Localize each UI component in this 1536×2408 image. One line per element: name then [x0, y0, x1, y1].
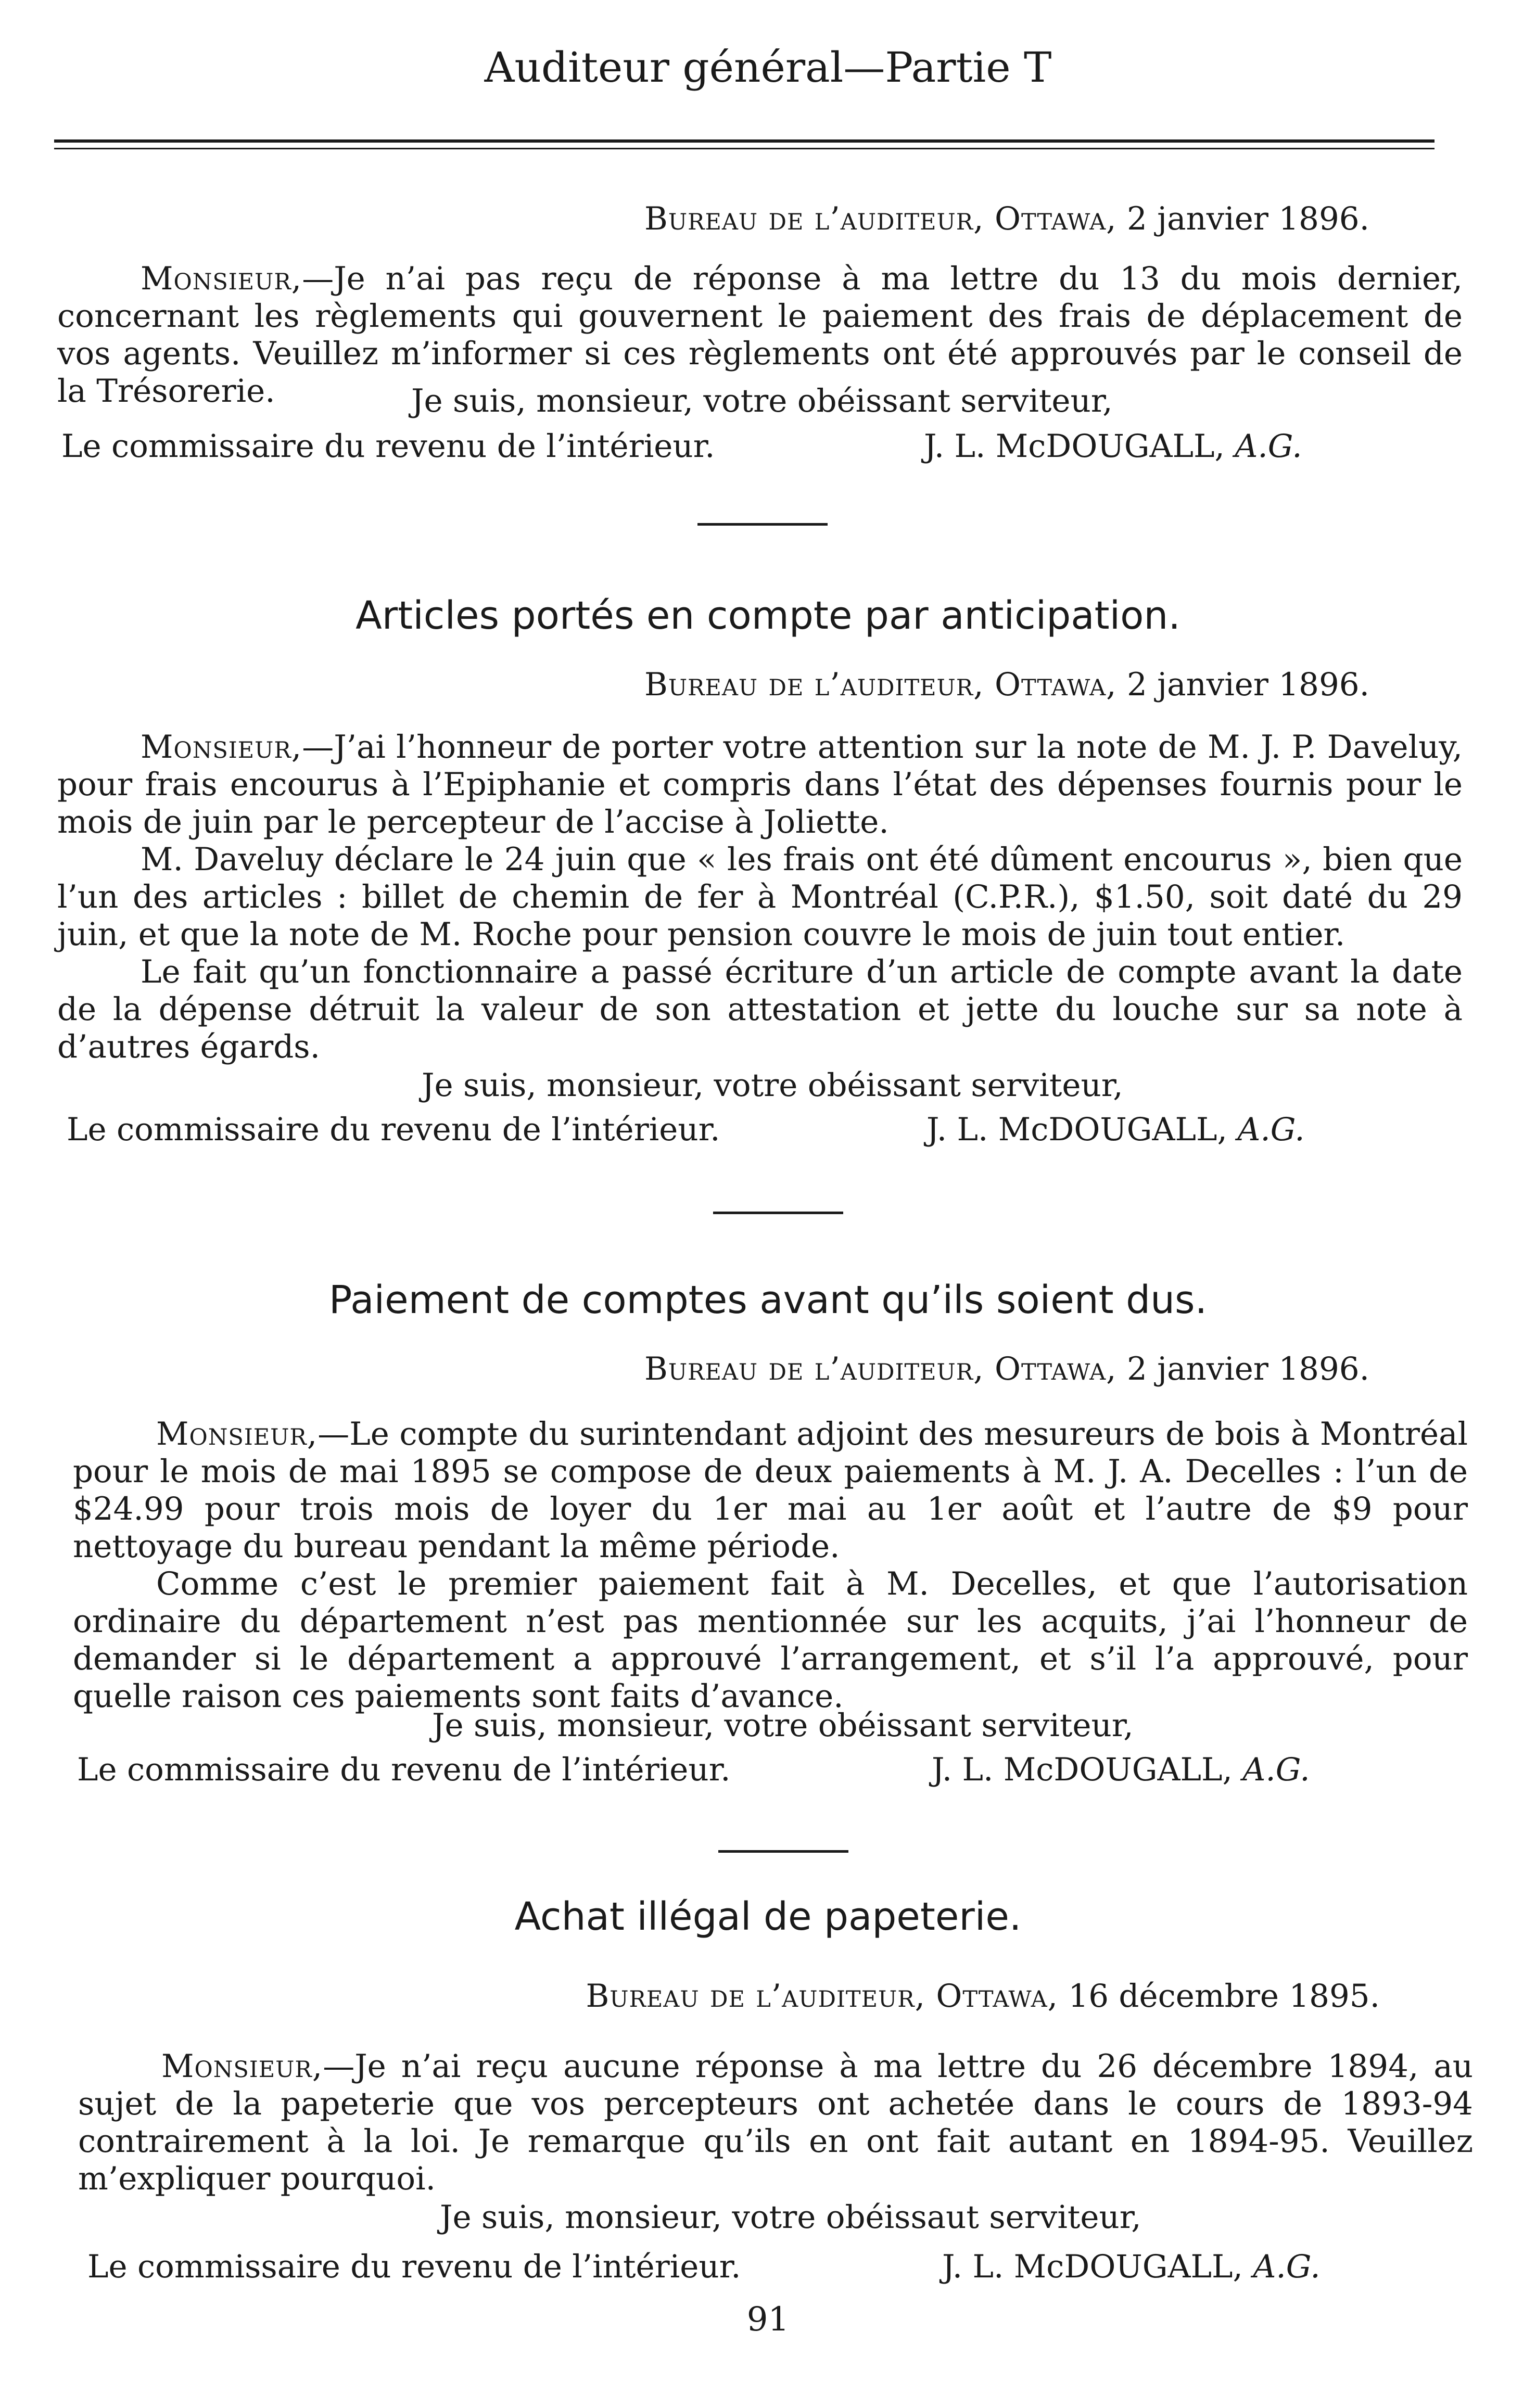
signature: J. L. McDOUGALL, A.G. — [942, 2248, 1321, 2285]
dateline-date: 2 janvier 1896. — [1126, 1350, 1369, 1387]
dateline — [644, 666, 1369, 703]
dateline — [644, 1350, 1369, 1387]
addressee: Le commissaire du revenu de l’intérieur. — [77, 1751, 731, 1788]
section-heading: Achat illégal de papeterie. — [514, 1894, 1022, 1939]
dateline-office: Bureau de l’auditeur, Ottawa, — [586, 1978, 1059, 2015]
section-divider — [713, 1212, 843, 1214]
header-rule-bottom — [54, 148, 1435, 149]
letter-paragraph: Monsieur,—Je n’ai pas reçu de réponse à ma lettre du 13 du mois dernier, concernant les règlements qui gouvernent le paiement des frais de déplacement de vos agents. Veuillez m’informer si ces règlements ont été approuvés par le conseil de la Trésorerie. — [57, 260, 1463, 410]
dateline — [586, 1978, 1380, 2015]
letter-paragraph: Monsieur,—Je n’ai reçu aucune réponse à ma lettre du 26 décembre 1894, au sujet de la papeterie que vos percepteurs ont achetée dans le cours de 1893-94 contrairement à la loi. Je remarque qu’ils en ont fait autant en 1894-95. Veuillez m’expliquer pourquoi. — [78, 2048, 1473, 2197]
closing: Je suis, monsieur, votre obéissaut serviteur, — [440, 2199, 1141, 2236]
letter-paragraph: Comme c’est le premier paiement fait à M. Decelles, et que l’autorisation ordinaire du département n’est pas mentionnée sur les acquits, j’ai l’honneur de demander si le département a approuvé l’arrangement, et s’il l’a approuvé, pour quelle raison ces paiements sont faits d’avance. — [73, 1565, 1468, 1715]
signature: J. L. McDOUGALL, A.G. — [926, 1111, 1305, 1148]
closing: Je suis, monsieur, votre obéissant serviteur, — [411, 383, 1113, 419]
letter-paragraph: Monsieur,—J’ai l’honneur de porter votre attention sur la note de M. J. P. Daveluy, pour frais encourus à l’Epiphanie et compris dans l’état des dépenses fournis pour le mois de juin par le percepteur de l’accise à Joliette. — [57, 729, 1463, 840]
salutation: Monsieur, — [141, 729, 302, 766]
salutation: Monsieur, — [141, 260, 302, 297]
addressee: Le commissaire du revenu de l’intérieur. — [61, 428, 715, 465]
dateline-office: Bureau de l’auditeur, Ottawa, — [644, 200, 1117, 237]
letter-paragraph: Monsieur,—Le compte du surintendant adjoint des mesureurs de bois à Montréal pour le mois de mai 1895 se compose de deux paiements à M. J. A. Decelles : l’un de $24.99 pour trois mois de loyer du 1er mai au 1er août et l’autre de $9 pour nettoyage du bureau pendant la même période. — [73, 1416, 1468, 1565]
salutation: Monsieur, — [161, 2048, 323, 2085]
signature: J. L. McDOUGALL, A.G. — [932, 1751, 1310, 1788]
addressee: Le commissaire du revenu de l’intérieur. — [87, 2248, 741, 2285]
letter-body — [57, 729, 1463, 1066]
closing: Je suis, monsieur, votre obéissant serviteur, — [422, 1067, 1123, 1104]
running-head: Auditeur général—Partie T — [484, 43, 1052, 92]
dateline-date: 2 janvier 1896. — [1126, 200, 1369, 237]
addressee: Le commissaire du revenu de l’intérieur. — [67, 1111, 720, 1148]
closing: Je suis, monsieur, votre obéissant serviteur, — [432, 1707, 1134, 1744]
dateline — [644, 200, 1369, 237]
dateline-date: 2 janvier 1896. — [1126, 666, 1369, 703]
dateline-office: Bureau de l’auditeur, Ottawa, — [644, 1350, 1117, 1387]
section-heading: Paiement de comptes avant qu’ils soient dus. — [328, 1278, 1208, 1322]
letter-body — [73, 1416, 1468, 1715]
section-divider — [718, 1850, 848, 1853]
header-rule-top — [54, 139, 1435, 143]
page-number: 91 — [746, 2300, 790, 2339]
signature: J. L. McDOUGALL, A.G. — [924, 428, 1302, 465]
letter-body — [78, 2048, 1473, 2198]
section-divider — [697, 523, 828, 526]
salutation: Monsieur, — [156, 1416, 318, 1453]
letter-paragraph: M. Daveluy déclare le 24 juin que « les frais ont été dûment encourus », bien que l’un des articles : billet de chemin de fer à Montréal (C.P.R.), $1.50, soit daté du 29 juin, et que la note de M. Roche pour pension couvre le mois de juin tout entier. — [57, 841, 1463, 953]
dateline-office: Bureau de l’auditeur, Ottawa, — [644, 666, 1117, 703]
letter-paragraph: Le fait qu’un fonctionnaire a passé écriture d’un article de compte avant la date de la dépense détruit la valeur de son attestation et jette du louche sur sa note à d’autres égards. — [57, 953, 1463, 1065]
section-heading: Articles portés en compte par anticipation. — [356, 593, 1180, 638]
dateline-date: 16 décembre 1895. — [1068, 1978, 1380, 2015]
